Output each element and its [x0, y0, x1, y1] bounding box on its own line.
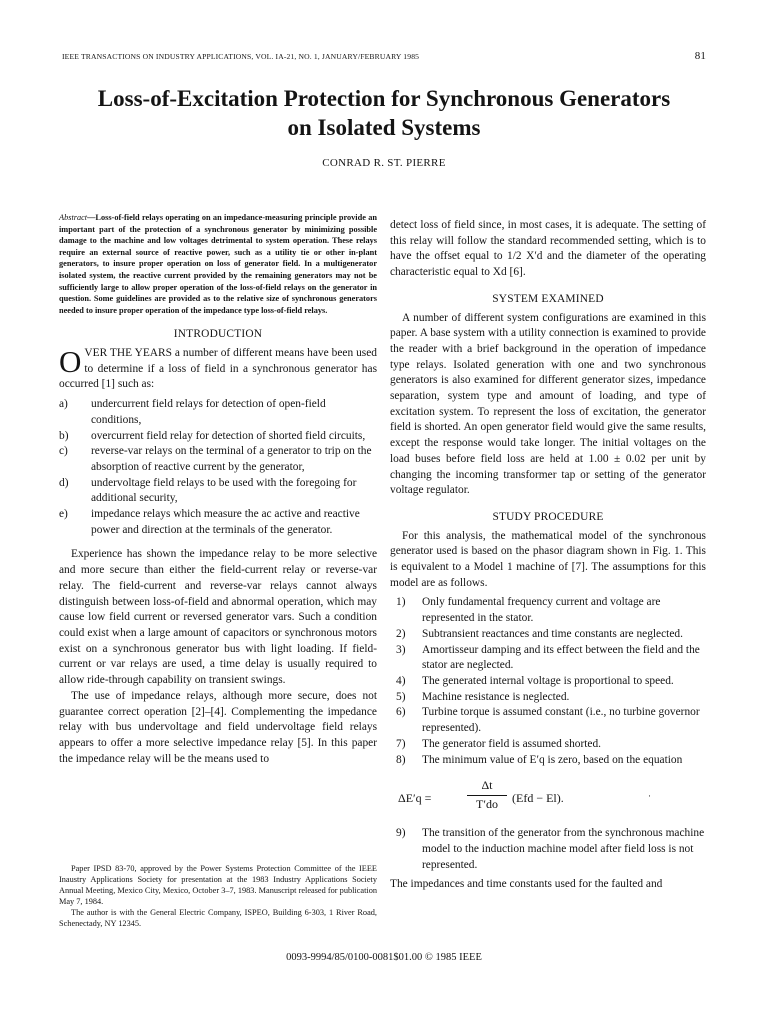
title-line-2: on Isolated Systems	[287, 115, 481, 140]
list-item: 7) The generator field is assumed shorted.	[396, 737, 602, 750]
footnote-paragraph-2: The author is with the General Electric Company, ISPEO, Building 6-303, 1 River Road, Schenectady, NY 12345.	[59, 907, 377, 928]
list-item: 5) Machine resistance is neglected.	[396, 690, 570, 703]
equation-numerator: Δt	[481, 778, 493, 793]
continued-paragraph: detect loss of field since, in most cases, it is adequate. The setting of this relay will follow the standard recommended setting, which is to have the offset equal to 1/2 X′d and the diameter of the operating characteristic equal to Xd [6].	[390, 219, 706, 279]
study-procedure-heading: STUDY PROCEDURE	[492, 510, 604, 523]
footnote-paragraph-1: Paper IPSD 83-70, approved by the Power Systems Protection Committee of the IEEE Inaustry Applications Society for presentation at the 1983 Industry Applications Society Annual Meeting, Mexico City, Mexico, October 3–7, 1983. Manuscript released for publication May 7, 1984.	[59, 864, 377, 906]
abstract-body: —Loss-of-field relays operating on an impedance-measuring principle provide an important part of the protection of a synchronous generator by minimizing possible damage to the machine and low voltages detrimental to system operation. These relays require an external source of reactive power, such as a utility tie or other in-plant generators, to insure proper operation on loss of generator field. In a multigenerator isolated system, the reactive current provided by the remaining generators may not be sufficiently large to allow proper operation of the loss-of-field relays on the generator in question. Some guidelines are provided as to the relative size of synchronous generators needed to insure proper operation of the impedance type loss-of-field relays.	[59, 213, 377, 315]
list-item: 6) Turbine torque is assumed constant (i.e., no turbine governor represented).	[396, 706, 700, 735]
footnote	[59, 864, 377, 929]
list-item: 8) The minimum value of E′q is zero, based on the equation	[396, 753, 683, 766]
fraction-bar	[467, 795, 507, 796]
equation-rhs: (Efd − El).	[512, 791, 564, 806]
assumptions-list-continued	[390, 826, 706, 873]
journal-citation: IEEE TRANSACTIONS ON INDUSTRY APPLICATIONS, VOL. IA-21, NO. 1, JANUARY/FEBRUARY 1985	[62, 52, 420, 61]
list-item: d) undervoltage field relays to be used with the foregoing for additional security,	[59, 476, 357, 505]
copyright-footer: 0093-9994/85/0100-0081$01.00 © 1985 IEEE	[286, 952, 482, 963]
closing-paragraph: The impedances and time constants used for the faulted and	[390, 878, 663, 891]
list-item: 4) The generated internal voltage is proportional to speed.	[396, 674, 674, 687]
introduction-paragraph-3: The use of impedance relays, although more secure, does not guarantee correct operation [2]–[4]. Complementing the impedance relay with bus undervoltage and field undervoltage field relays appears to offer a more selective impedance relay [5]. In this paper the impedance relay will be the means used to	[59, 689, 377, 765]
running-header	[62, 52, 706, 61]
equation	[390, 778, 706, 820]
assumptions-list	[390, 595, 706, 768]
equation-fraction	[467, 778, 507, 812]
list-item: a) undercurrent field relays for detection of open-field conditions,	[59, 398, 326, 426]
equation-denominator: T′do	[476, 796, 498, 811]
list-item: 9) The transition of the generator from the synchronous machine model to the induction machine model after field loss is not represented.	[396, 827, 705, 871]
title-line-1: Loss-of-Excitation Protection for Synchronous Generators	[97, 86, 671, 111]
list-item: b) overcurrent field relay for detection of shorted field circuits,	[59, 429, 366, 442]
relay-types-list	[59, 397, 377, 538]
list-item: 3) Amortisseur damping and its effect between the field and the stator are neglected.	[396, 643, 700, 672]
introduction-paragraph-2: Experience has shown the impedance relay to be more selective and more secure than either the field-current relay or reverse-var relay. The field-current and reverse-var relays cannot always distinguish between loss-of-field and abnormal operation, which may cause low field current or reversed generator vars. Such a condition could exist when a large amount of capacitors or synchronous motors exist on a synchronous generator bus with light loading. If field-current or var relays are used, a time delay is usually required to allow ride-through capability on transient swings.	[59, 548, 377, 687]
list-item: 1) Only fundamental frequency current and voltage are represented in the stator.	[396, 596, 661, 625]
page-number: 81	[694, 50, 706, 62]
right-column	[390, 218, 706, 893]
list-item: c) reverse-var relays on the terminal of a generator to trip on the absorption of reactive current by the generator,	[59, 445, 372, 473]
equation-lhs: ΔE′q =	[398, 791, 432, 806]
list-item: 2) Subtransient reactances and time constants are neglected.	[396, 627, 683, 640]
introduction-heading: INTRODUCTION	[173, 328, 263, 341]
paper-title	[0, 84, 768, 142]
system-examined-heading: SYSTEM EXAMINED	[492, 292, 604, 305]
author-name: CONRAD R. ST. PIERRE	[322, 157, 446, 169]
system-examined-paragraph: A number of different system configurations are examined in this paper. A base system with a utility connection is examined to provide the reader with a brief background in the operation of impedance type relays. Isolated generation with one and two synchronous generators is also examined for different generator sizes, impedance separation, system type and amount of loading, and type of excitation system. To represent the loss of excitation, the generator field is shorted. An open generator field would give the same results, except the response would take longer. The initial voltages on the load buses before field loss are held at 1.00 ± 0.02 per unit by changing the incoming transformer tap or setting of the generator voltage regulator.	[390, 311, 706, 497]
introduction-paragraph-1: OVER THE YEARS a number of different means have been used to determine if a loss of field in a synchronous generator has occurred [1] such as:	[59, 344, 377, 391]
list-item: e) impedance relays which measure the ac active and reactive power and direction at the terminals of the generator.	[59, 508, 360, 536]
left-column	[59, 212, 377, 767]
abstract	[59, 212, 377, 316]
drop-cap: O	[59, 344, 82, 380]
stray-mark: ·	[648, 791, 651, 802]
abstract-lead: Abstract	[59, 213, 88, 222]
study-procedure-paragraph: For this analysis, the mathematical model of the synchronous generator used is based on the phasor diagram shown in Fig. 1. This is equivalent to a Model 1 machine of [7]. The assumptions for this model are as follows.	[390, 529, 706, 589]
